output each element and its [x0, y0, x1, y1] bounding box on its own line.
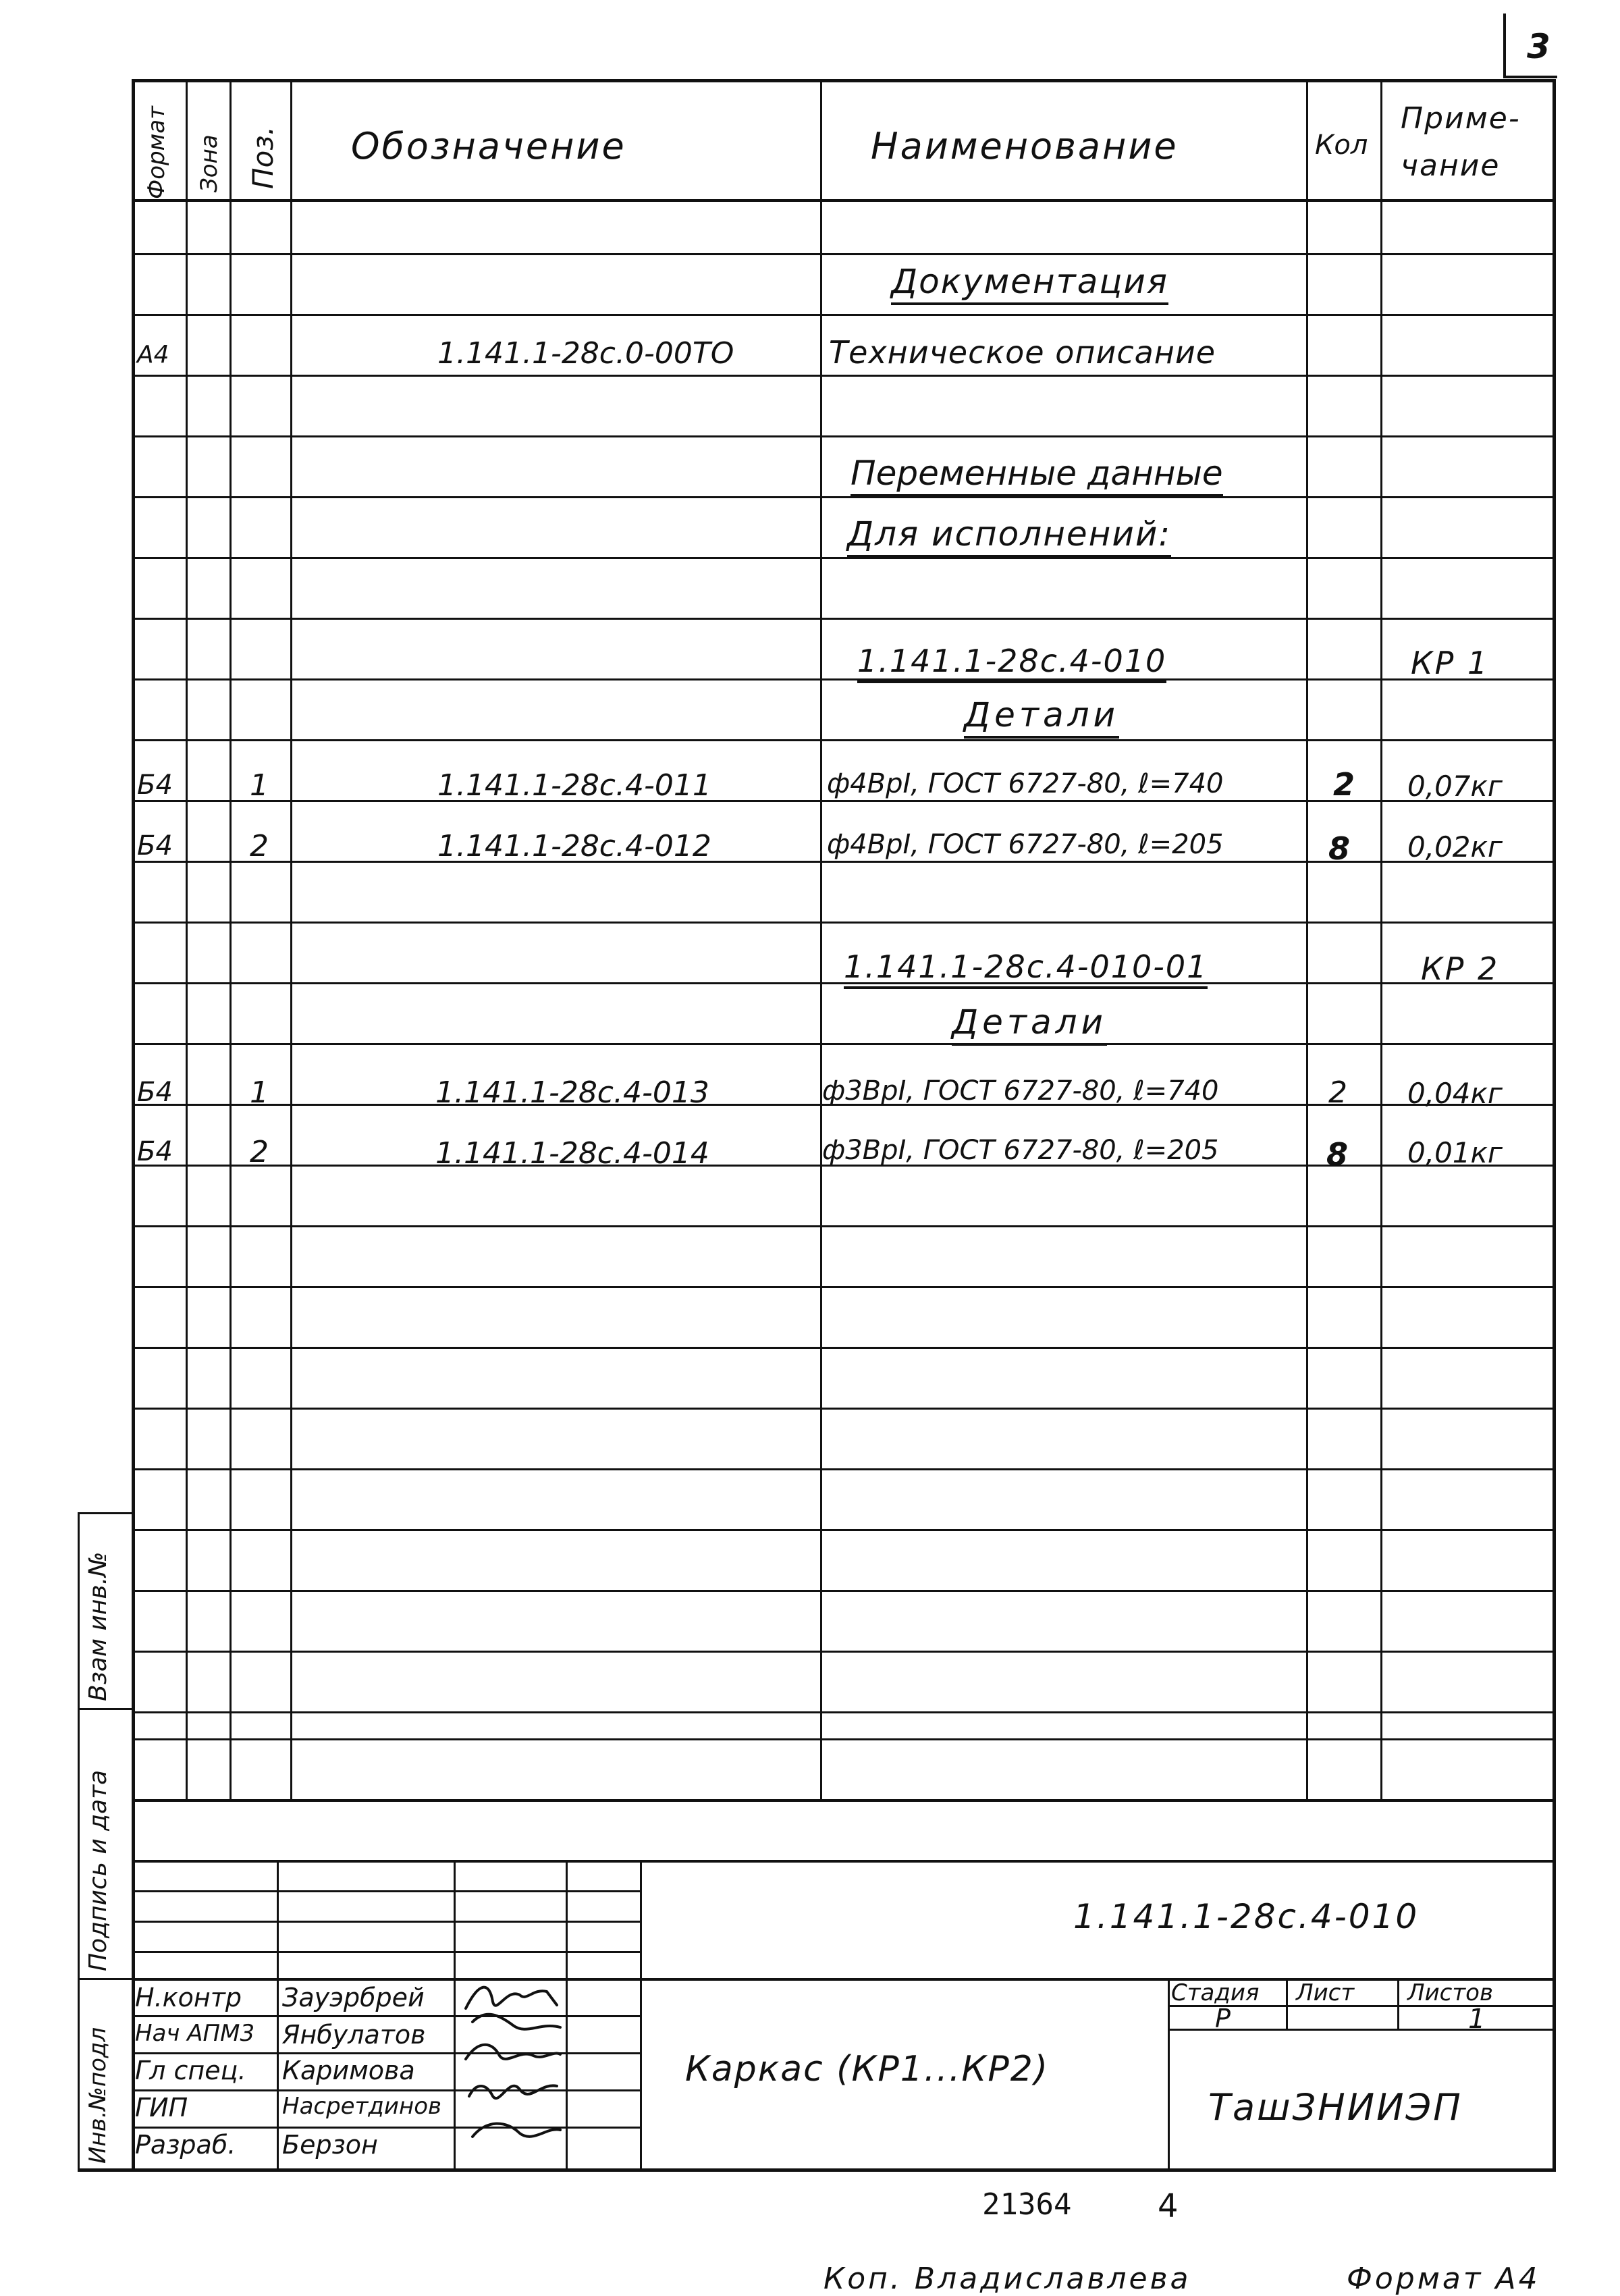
organization: ТашЗНИИЭП [1208, 2086, 1463, 2129]
row-separator [132, 618, 1556, 620]
name-1: Зауэрбрей [282, 1983, 425, 2012]
header-note-line2: чание [1401, 149, 1501, 183]
row-name: ф4ВрI, ГОСТ 6727-80, ℓ=205 [827, 829, 1224, 860]
section-variable-data: Переменные данные [850, 454, 1223, 497]
role-gl-spec: Гл спец. [135, 2056, 246, 2085]
row-format: Б4 [137, 1136, 173, 1167]
row-designation: 1.141.1-28с.0-00ТО [437, 336, 734, 371]
row-separator [132, 375, 1556, 377]
frame-right [1552, 79, 1556, 2172]
sheet-number-border-bottom [1503, 76, 1557, 78]
name-3: Каримова [282, 2056, 415, 2085]
row-pos: 2 [250, 1135, 269, 1169]
sheets-value: 1 [1468, 2004, 1486, 2035]
row-separator [132, 1468, 1556, 1470]
col-sep-designation [820, 79, 822, 1799]
col-sep-name [1306, 79, 1308, 1799]
row-separator [132, 496, 1556, 498]
side-stamp-sep2 [78, 1978, 132, 1980]
header-designation: Обозначение [351, 125, 626, 167]
row-separator [132, 1347, 1556, 1349]
header-name: Наименование [871, 125, 1179, 167]
col-sep-zone [230, 79, 232, 1799]
row-separator [132, 1651, 1556, 1653]
sheet-label: Лист [1296, 1979, 1355, 2006]
row-designation: 1.141.1-28с.4-012 [437, 829, 711, 863]
row-qty: 8 [1328, 830, 1351, 867]
name-4: Насретдинов [282, 2093, 442, 2120]
row-name: ф3ВрI, ГОСТ 6727-80, ℓ=205 [822, 1135, 1219, 1166]
col-sep-format [186, 79, 188, 1799]
header-note-line1: Приме- [1401, 101, 1521, 136]
doc-code: 1.141.1-28с.4-010 [1073, 1897, 1420, 1936]
drawing-title: Каркас (КР1...КР2) [685, 2049, 1050, 2089]
row-separator [132, 739, 1556, 741]
row-separator [132, 253, 1556, 255]
row-name: ф4ВрI, ГОСТ 6727-80, ℓ=740 [827, 768, 1224, 799]
row-separator [132, 1225, 1556, 1227]
section-documentation: Документация [891, 262, 1168, 305]
col-sep-qty [1380, 79, 1382, 1799]
side-sign-date: Подпись и дата [84, 1769, 112, 1971]
row-format: Б4 [137, 830, 173, 861]
header-pos: Поз. [246, 126, 279, 189]
row-separator [132, 1529, 1556, 1531]
col-sep-pos [290, 79, 292, 1799]
row-note: 0,07кг [1407, 770, 1503, 803]
spec-bottom-line [132, 1799, 1556, 1802]
row-note: 0,01кг [1407, 1136, 1503, 1169]
row-designation: 1.141.1-28с.4-013 [435, 1075, 709, 1110]
row-note: 0,04кг [1407, 1077, 1503, 1110]
header-qty: Кол [1315, 130, 1368, 161]
stage-label: Стадия [1171, 1979, 1260, 2006]
variant-kr2-note: КР 2 [1421, 951, 1500, 987]
role-razrab: Разраб. [135, 2130, 236, 2160]
row-pos: 1 [250, 1075, 269, 1110]
sheet-number: 3 [1527, 27, 1550, 66]
name-2: Янбулатов [282, 2020, 426, 2050]
row-separator [132, 557, 1556, 559]
row-separator [132, 1738, 1556, 1740]
tb-right-v3 [1397, 1978, 1399, 2029]
role-nach-apm: Нач АПМ3 [135, 2020, 255, 2047]
side-stamp-top [78, 1512, 132, 1514]
row-pos: 1 [250, 768, 269, 803]
role-n-kontr: Н.контр [135, 1983, 242, 2012]
tb-right-v2 [1286, 1978, 1288, 2029]
header-bottom-line [132, 199, 1556, 202]
side-stamp-left [78, 1512, 80, 2170]
side-replace-inv: Взам инв.№ [84, 1551, 112, 1701]
header-format: Формат [143, 106, 170, 199]
row-format: Б4 [137, 1077, 173, 1108]
sheets-label: Листов [1407, 1979, 1494, 2006]
name-5: Берзон [282, 2130, 378, 2160]
variant-kr1-note: КР 1 [1411, 645, 1490, 681]
row-separator [132, 678, 1556, 680]
row-format: Б4 [137, 770, 173, 801]
row-pos: 2 [250, 829, 269, 863]
row-separator [132, 1590, 1556, 1592]
side-stamp-sep1 [78, 1708, 132, 1710]
row-separator [132, 922, 1556, 924]
side-inv-orig: Инв.№подл [84, 2027, 111, 2164]
row-designation: 1.141.1-28с.4-014 [435, 1136, 709, 1171]
header-zone: Зона [196, 134, 223, 192]
copied-by: Коп. Владиславлева [824, 2262, 1191, 2296]
sheet-format: Формат А4 [1347, 2262, 1540, 2296]
tb-v4 [640, 1860, 642, 2170]
frame-left [132, 79, 135, 2172]
signatures-image [459, 1975, 567, 2164]
variant-kr2-code: 1.141.1-28с.4-010-01 [844, 949, 1208, 989]
section-details-2: Детали [952, 1003, 1107, 1046]
row-separator [132, 1711, 1556, 1713]
variant-kr1-code: 1.141.1-28с.4-010 [857, 643, 1166, 683]
row-separator [132, 314, 1556, 316]
inventory-number: 21364 [982, 2187, 1072, 2222]
row-separator [132, 1043, 1556, 1045]
row-separator [132, 1408, 1556, 1410]
tb-h1 [132, 1890, 640, 1892]
sheet-number-border [1503, 14, 1506, 78]
frame-top [132, 79, 1556, 82]
row-qty: 2 [1328, 1075, 1347, 1110]
row-separator [132, 435, 1556, 437]
tb-h2 [132, 1921, 640, 1923]
role-gip: ГИП [135, 2093, 188, 2123]
stage-value: Р [1215, 2004, 1231, 2033]
section-for-variants: Для исполнений: [847, 514, 1171, 558]
row-designation: 1.141.1-28с.4-011 [437, 768, 711, 803]
row-note: 0,02кг [1407, 830, 1503, 863]
row-format: А4 [137, 341, 169, 369]
row-qty: 2 [1333, 766, 1355, 803]
inventory-digit: 4 [1158, 2187, 1179, 2225]
row-name: Техническое описание [829, 334, 1216, 371]
section-details-1: Детали [964, 695, 1119, 739]
row-name: ф3ВрI, ГОСТ 6727-80, ℓ=740 [822, 1075, 1219, 1106]
frame-bottom [78, 2168, 1556, 2172]
row-qty: 8 [1326, 1136, 1349, 1173]
title-block-top-line [132, 1860, 1556, 1863]
row-separator [132, 1286, 1556, 1288]
tb-h3 [132, 1951, 640, 1953]
